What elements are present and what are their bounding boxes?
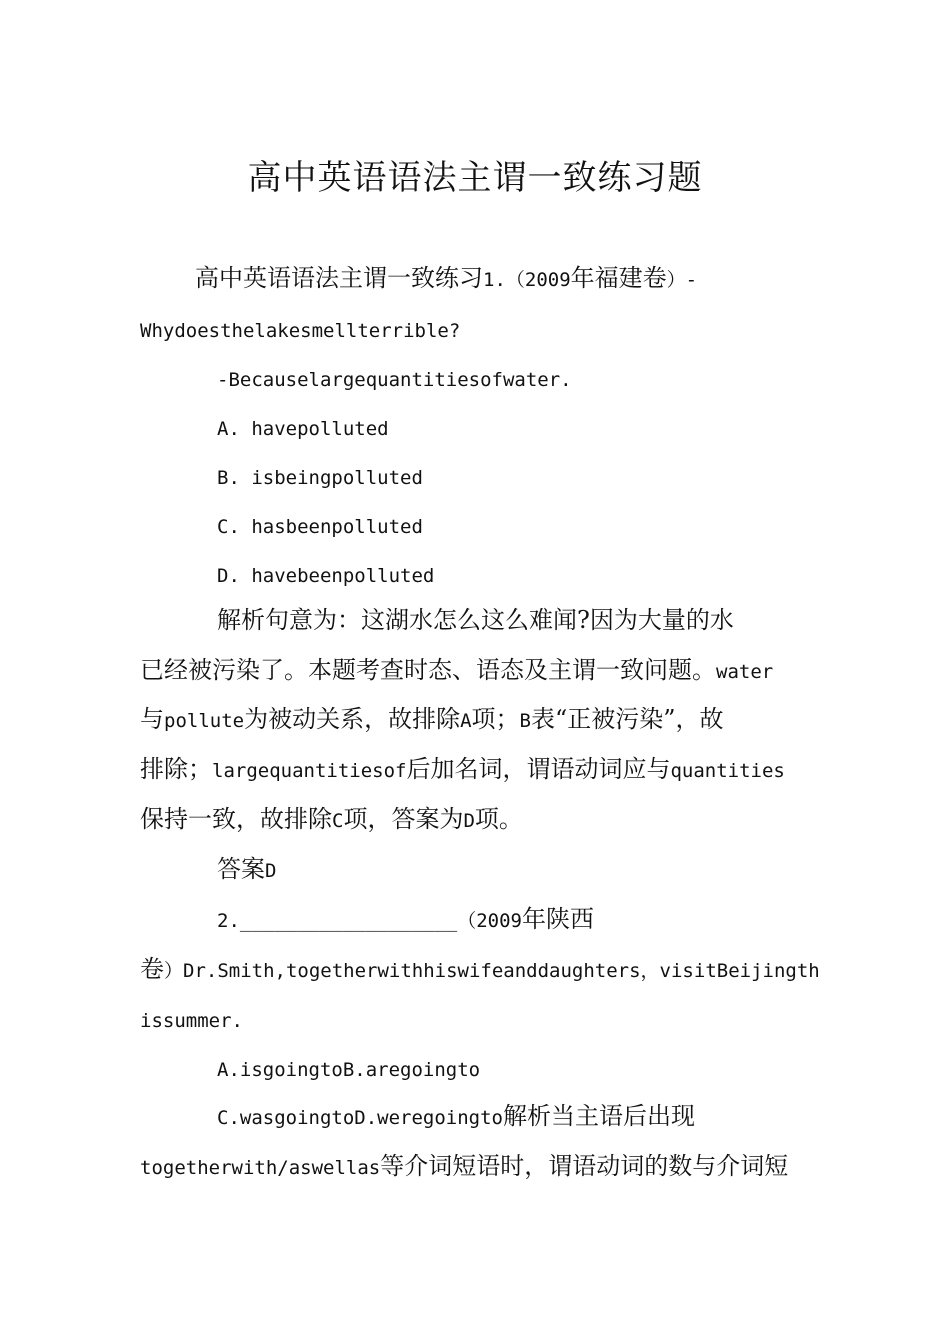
text-line — [217, 903, 594, 937]
text-line — [217, 1100, 695, 1134]
text-segment: quantities — [670, 760, 785, 782]
text-line — [140, 654, 773, 688]
text-line — [140, 1150, 788, 1184]
text-line — [217, 558, 434, 592]
text-segment: 年陕西 — [521, 905, 594, 933]
text-line — [217, 509, 423, 543]
text-line — [140, 703, 724, 737]
text-segment: 后加名词，谓语动词应与 — [406, 755, 671, 783]
text-segment: 保持一致，故排除 — [140, 805, 332, 833]
text-line — [217, 411, 389, 445]
text-segment: B — [519, 710, 531, 732]
document-title: 高中英语语法主谓一致练习题 — [247, 158, 703, 198]
text-segment: 答案 — [217, 855, 265, 883]
text-segment: 1.（2009 — [483, 269, 571, 291]
text-segment: 解析当主语后出现 — [502, 1102, 695, 1130]
text-line — [140, 1003, 243, 1037]
text-segment: C. hasbeenpolluted — [217, 516, 423, 538]
text-line — [140, 953, 820, 987]
text-segment: 表“正被污染”，故 — [530, 705, 724, 733]
text-segment: 已经被污染了。本题考查时态、语态及主谓一致问题。 — [140, 656, 716, 684]
text-line — [217, 362, 572, 396]
text-line — [140, 753, 785, 787]
text-segment: 为被动关系，故排除 — [244, 705, 461, 733]
text-segment: issummer. — [140, 1010, 243, 1032]
text-segment: 卷 — [140, 955, 164, 983]
text-segment: A.isgoingtoB.aregoingto — [217, 1059, 481, 1081]
text-segment: togetherwith/aswellas — [140, 1157, 381, 1179]
text-segment: 年福建卷 — [570, 264, 667, 292]
text-segment: water — [716, 661, 774, 683]
text-line — [217, 853, 276, 887]
text-line — [140, 803, 523, 837]
text-segment: 高中英语语法主谓一致练习 — [195, 264, 483, 292]
text-segment: largequantitiesof — [212, 760, 407, 782]
text-segment: 项。 — [474, 805, 523, 833]
text-segment: -Becauselargequantitiesofwater. — [217, 369, 572, 391]
text-line — [217, 1052, 480, 1086]
text-line — [195, 262, 697, 296]
text-segment: pollute — [164, 710, 245, 732]
text-segment: 解析句意为：这湖水怎么这么难闻?因为大量的水 — [217, 606, 734, 634]
text-segment: 2.___________________（2009 — [217, 910, 522, 932]
text-segment: C — [332, 810, 344, 832]
text-segment: A. havepolluted — [217, 418, 389, 440]
text-line — [217, 604, 734, 636]
text-segment: 项，答案为 — [343, 805, 464, 833]
text-line — [217, 460, 423, 494]
text-segment: ）- — [666, 269, 698, 291]
text-segment: C.wasgoingtoD.weregoingto — [217, 1107, 503, 1129]
text-line — [140, 313, 460, 347]
text-segment: D. havebeenpolluted — [217, 565, 435, 587]
text-segment: 与 — [140, 705, 164, 733]
text-segment: ）Dr.Smith,togetherwithhiswifeanddaughters，visitBeijingth — [164, 960, 820, 982]
text-segment: 排除； — [140, 755, 212, 783]
text-segment: A — [460, 710, 472, 732]
text-segment: 等介词短语时，谓语动词的数与介词短 — [380, 1152, 789, 1180]
text-segment: D — [265, 860, 277, 882]
text-segment: D — [463, 810, 475, 832]
text-segment: 项； — [471, 705, 520, 733]
text-segment: Whydoesthelakesmellterrible? — [140, 320, 461, 342]
text-segment: B. isbeingpolluted — [217, 467, 423, 489]
